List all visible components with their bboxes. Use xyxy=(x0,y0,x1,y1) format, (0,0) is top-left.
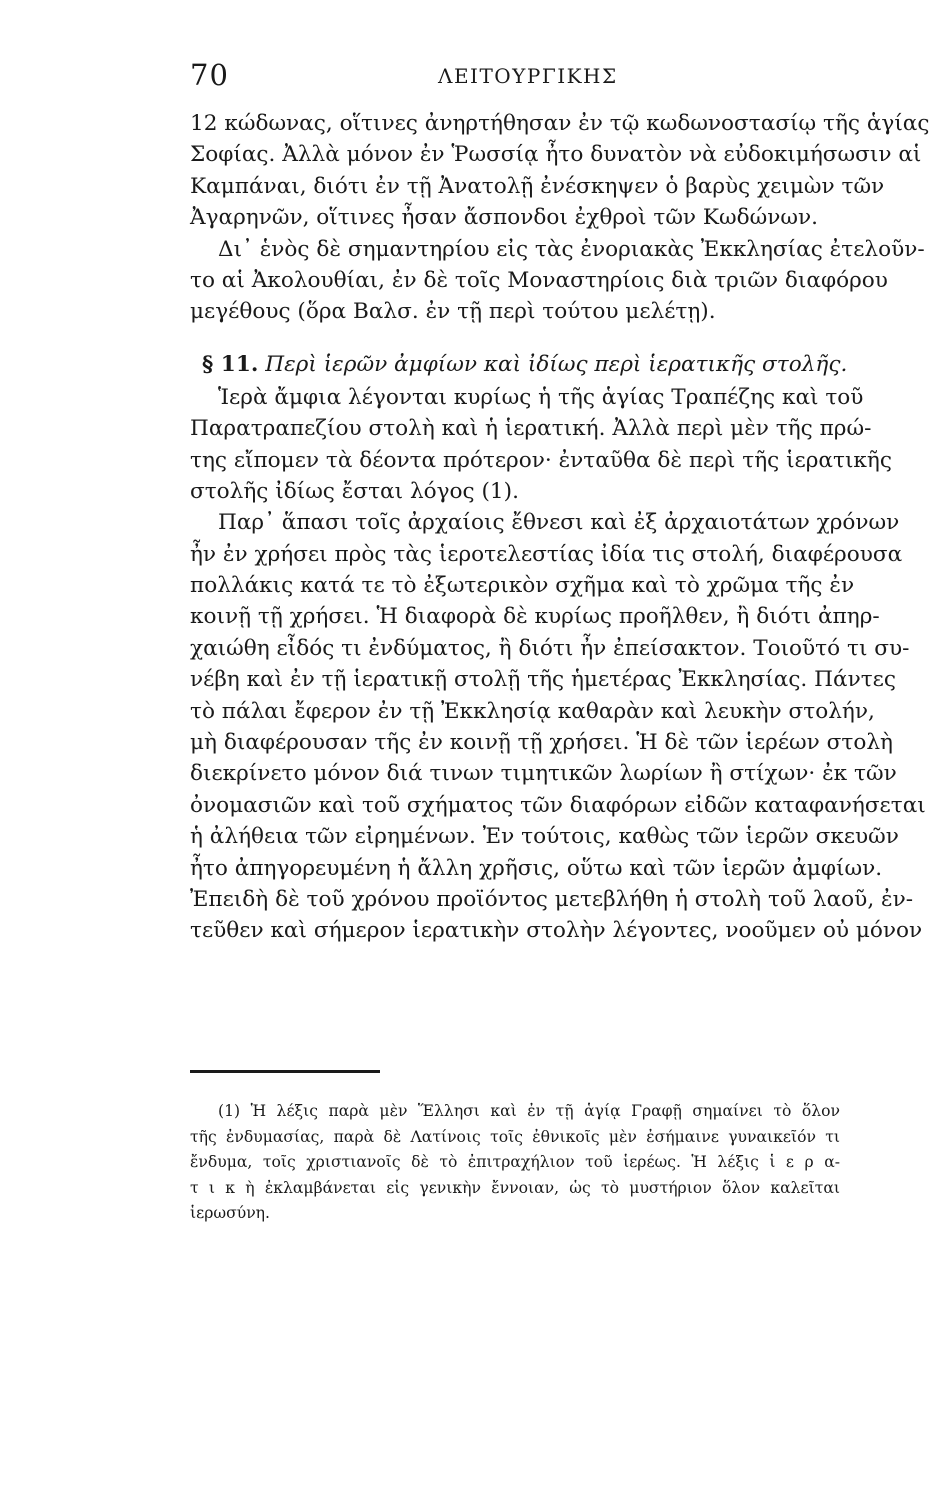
section-heading xyxy=(190,348,848,382)
text-line: χαιώθη εἶδός τι ἐνδύματος, ἢ διότι ἦν ἐπείσακτον. Τοιοῦτό τι συ- xyxy=(190,635,910,661)
text-line: τεῦθεν καὶ σήμερον ἱερατικὴν στολὴν λέγοντες, νοοῦμεν οὐ μόνον xyxy=(190,918,923,944)
paragraph-sacred-vestments xyxy=(190,382,892,508)
text-line: διεκρίνετο μόνον διά τινων τιμητικῶν λωρίων ἢ στίχων· ἐκ τῶν xyxy=(190,761,897,787)
page-header xyxy=(190,58,840,98)
text-line: στολῆς ἰδίως ἔσται λόγος (1). xyxy=(190,478,519,504)
text-line: Παρ᾿ ἅπασι τοῖς ἀρχαίοις ἔθνεσι καὶ ἐξ ἀρχαιοτάτων χρόνων xyxy=(218,510,900,536)
footnote-line: ἱερωσύνη. xyxy=(190,1204,270,1222)
footnote-line: (1) Ἡ λέξις παρὰ μὲν Ἕλλησι καὶ ἐν τῇ ἁγίᾳ Γραφῇ σημαίνει τὸ ὅλον xyxy=(218,1102,840,1120)
paragraph-ancient-nations xyxy=(190,507,926,946)
text-line: Ἐπειδὴ δὲ τοῦ χρόνου προϊόντος μετεβλήθη ἡ στολὴ τοῦ λαοῦ, ἐν- xyxy=(190,886,914,912)
footnote-line: τ ι κ ὴ ἐκλαμβάνεται εἰς γενικὴν ἔννοιαν, ὡς τὸ μυστήριον ὅλον καλεῖται xyxy=(190,1178,840,1197)
text-line: πολλάκις κατά τε τὸ ἐξωτερικὸν σχῆμα καὶ τὸ χρῶμα τῆς ἐν xyxy=(190,573,855,599)
running-title: ΛΕΙΤΟΥΡΓΙΚΗΣ xyxy=(438,64,618,88)
text-line: ἦτο ἀπηγορευμένη ἡ ἄλλη χρῆσις, οὕτω καὶ τῶν ἱερῶν ἀμφίων. xyxy=(190,855,883,881)
text-line: νέβη καὶ ἐν τῇ ἱερατικῇ στολῇ τῆς ἡμετέρας Ἐκκλησίας. Πάντες xyxy=(190,667,896,693)
text-line: μὴ διαφέρουσαν τῆς ἐν κοινῇ τῇ χρήσει. Ἡ δὲ τῶν ἱερέων στολὴ xyxy=(190,730,893,756)
text-line: τὸ πάλαι ἔφερον ἐν τῇ Ἐκκλησίᾳ καθαρὰν καὶ λευκὴν στολήν, xyxy=(190,698,875,724)
text-line: 12 κώδωνας, οἵτινες ἀνηρτήθησαν ἐν τῷ κωδωνοστασίῳ τῆς ἁγίας xyxy=(190,111,930,136)
text-line: το αἱ Ἀκολουθίαι, ἐν δὲ τοῖς Μοναστηρίοις διὰ τριῶν διαφόρου xyxy=(190,267,888,293)
text-line: ὀνομασιῶν καὶ τοῦ σχήματος τῶν διαφόρων εἰδῶν καταφανήσεται xyxy=(190,792,926,818)
text-line: Σοφίας. Ἀλλὰ μόνον ἐν Ῥωσσίᾳ ἦτο δυνατὸν νὰ εὐδοκιμήσωσιν αἱ xyxy=(190,142,922,168)
text-line: Παρατραπεζίου στολὴ καὶ ἡ ἱερατική. Ἀλλὰ περὶ μὲν τῆς πρώ- xyxy=(190,416,872,442)
section-spacer xyxy=(190,328,840,348)
paragraph-bells xyxy=(190,234,925,328)
text-line: Δι᾿ ἑνὸς δὲ σημαντηρίου εἰς τὰς ἐνοριακὰς Ἐκκλησίας ἐτελοῦν- xyxy=(218,236,925,262)
footnote xyxy=(190,1099,840,1227)
text-line: της εἴπομεν τὰ δέοντα πρότερον· ἐνταῦθα δὲ περὶ τῆς ἱερατικῆς xyxy=(190,447,892,473)
footnote-rule xyxy=(190,1070,380,1073)
paragraph-continuation xyxy=(190,108,930,234)
text-line: Ἱερὰ ἄμφια λέγονται κυρίως ἡ τῆς ἁγίας Τραπέζης καὶ τοῦ xyxy=(218,384,864,410)
main-text xyxy=(190,108,930,947)
footnote-line: ἔνδυμα, τοῖς χριστιανοῖς δὲ τὸ ἐπιτραχήλιον τοῦ ἱερέως. Ἡ λέξις ἱ ε ρ α- xyxy=(190,1153,840,1171)
section-number: § 11. xyxy=(202,351,259,377)
text-line: Καμπάναι, διότι ἐν τῇ Ἀνατολῇ ἐνέσκηψεν ὁ βαρὺς χειμὼν τῶν xyxy=(190,173,885,199)
text-line: Ἀγαρηνῶν, οἵτινες ἦσαν ἄσπονδοι ἐχθροὶ τῶν Κωδώνων. xyxy=(190,205,819,231)
text-line: ἡ ἀλήθεια τῶν εἰρημένων. Ἐν τούτοις, καθὼς τῶν ἱερῶν σκευῶν xyxy=(190,824,899,850)
text-line: μεγέθους (ὅρα Βαλσ. ἐν τῇ περὶ τούτου μελέτῃ). xyxy=(190,299,716,325)
text-line: ἦν ἐν χρήσει πρὸς τὰς ἱεροτελεστίας ἰδία τις στολή, διαφέρουσα xyxy=(190,541,903,567)
page-number: 70 xyxy=(190,58,229,92)
text-line: κοινῇ τῇ χρήσει. Ἡ διαφορὰ δὲ κυρίως προῆλθεν, ἢ διότι ἀπηρ- xyxy=(190,604,880,630)
section-title: Περὶ ἱερῶν ἀμφίων καὶ ἰδίως περὶ ἱερατικῆς στολῆς. xyxy=(265,351,848,377)
footnote-line: τῆς ἐνδυμασίας, παρὰ δὲ Λατίνοις τοῖς ἐθνικοῖς μὲν ἐσήμαινε γυναικεῖόν τι xyxy=(190,1127,840,1146)
